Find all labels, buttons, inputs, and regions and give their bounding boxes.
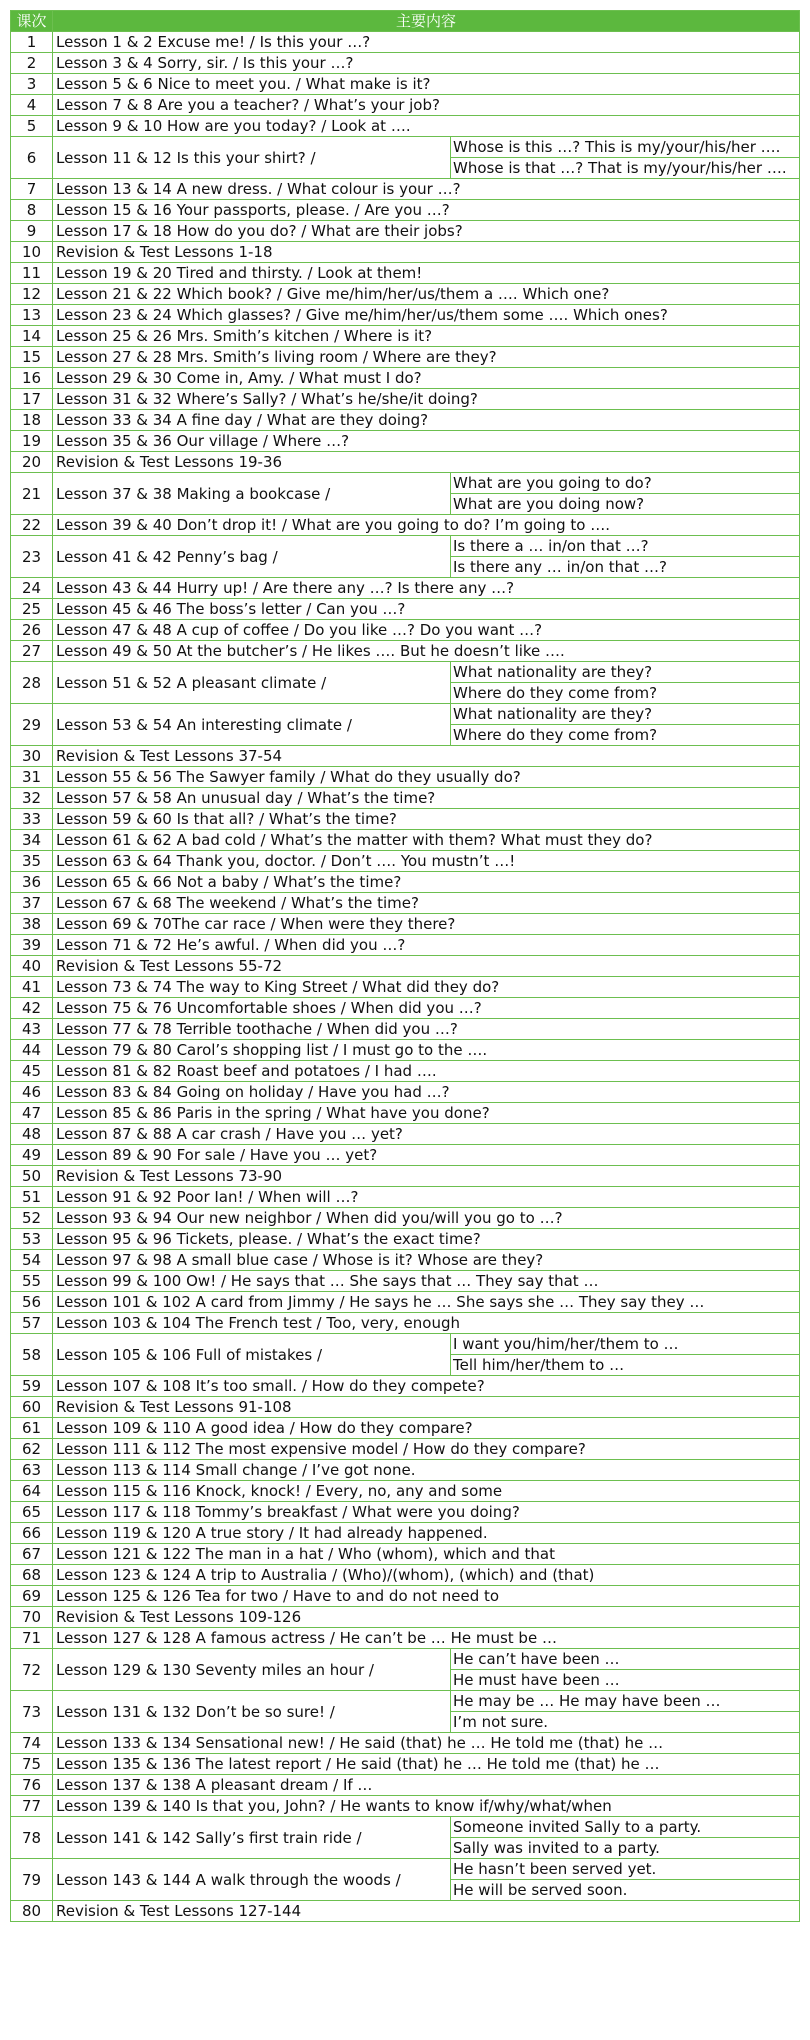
table-row — [11, 977, 800, 998]
lesson-content: Lesson 139 & 140 Is that you, John? / He wants to know if/why/what/when — [53, 1796, 800, 1817]
grammar-pattern: He will be served soon. — [451, 1880, 800, 1901]
lesson-content: Lesson 141 & 142 Sally’s first train ride / — [53, 1817, 451, 1859]
lesson-content: Lesson 107 & 108 It’s too small. / How do they compete? — [53, 1376, 800, 1397]
lesson-number: 18 — [11, 410, 53, 431]
table-row — [11, 1775, 800, 1796]
lesson-number: 1 — [11, 32, 53, 53]
table-row — [11, 221, 800, 242]
lesson-number: 19 — [11, 431, 53, 452]
table-row — [11, 914, 800, 935]
lesson-content: Lesson 119 & 120 A true story / It had already happened. — [53, 1523, 800, 1544]
lesson-number: 2 — [11, 53, 53, 74]
table-row — [11, 1859, 800, 1880]
lesson-content: Lesson 123 & 124 A trip to Australia / (Who)/(whom), (which) and (that) — [53, 1565, 800, 1586]
lesson-number: 28 — [11, 662, 53, 704]
table-row — [11, 1565, 800, 1586]
lesson-number: 20 — [11, 452, 53, 473]
lesson-number: 6 — [11, 137, 53, 179]
grammar-pattern: What are you going to do? — [451, 473, 800, 494]
lesson-content: Lesson 49 & 50 At the butcher’s / He likes …. But he doesn’t like …. — [53, 641, 800, 662]
table-row — [11, 1229, 800, 1250]
table-row — [11, 1733, 800, 1754]
table-row — [11, 242, 800, 263]
lesson-content: Lesson 23 & 24 Which glasses? / Give me/him/her/us/them some …. Which ones? — [53, 305, 800, 326]
lesson-number: 44 — [11, 1040, 53, 1061]
lesson-number: 78 — [11, 1817, 53, 1859]
lesson-content: Lesson 137 & 138 A pleasant dream / If … — [53, 1775, 800, 1796]
grammar-pattern: He must have been … — [451, 1670, 800, 1691]
lesson-content: Lesson 29 & 30 Come in, Amy. / What must I do? — [53, 368, 800, 389]
table-row — [11, 1754, 800, 1775]
lesson-content: Revision & Test Lessons 1-18 — [53, 242, 800, 263]
table-row — [11, 1649, 800, 1670]
table-row — [11, 1439, 800, 1460]
lesson-content: Lesson 105 & 106 Full of mistakes / — [53, 1334, 451, 1376]
lesson-number: 29 — [11, 704, 53, 746]
lesson-number: 16 — [11, 368, 53, 389]
table-row — [11, 1460, 800, 1481]
table-row — [11, 1691, 800, 1712]
lesson-content: Lesson 27 & 28 Mrs. Smith’s living room / Where are they? — [53, 347, 800, 368]
table-row — [11, 1250, 800, 1271]
lesson-number: 5 — [11, 116, 53, 137]
lesson-content: Lesson 15 & 16 Your passports, please. / Are you …? — [53, 200, 800, 221]
lesson-content: Lesson 11 & 12 Is this your shirt? / — [53, 137, 451, 179]
lesson-number: 70 — [11, 1607, 53, 1628]
lesson-number: 21 — [11, 473, 53, 515]
lesson-content: Lesson 35 & 36 Our village / Where …? — [53, 431, 800, 452]
lesson-content: Lesson 59 & 60 Is that all? / What’s the time? — [53, 809, 800, 830]
lesson-number: 34 — [11, 830, 53, 851]
lesson-content: Lesson 7 & 8 Are you a teacher? / What’s your job? — [53, 95, 800, 116]
lesson-number: 58 — [11, 1334, 53, 1376]
lesson-content: Lesson 37 & 38 Making a bookcase / — [53, 473, 451, 515]
table-row — [11, 1271, 800, 1292]
table-row — [11, 998, 800, 1019]
lesson-content: Lesson 81 & 82 Roast beef and potatoes / I had …. — [53, 1061, 800, 1082]
table-row — [11, 1082, 800, 1103]
table-row — [11, 473, 800, 494]
lesson-content: Lesson 43 & 44 Hurry up! / Are there any …? Is there any …? — [53, 578, 800, 599]
lesson-content: Lesson 109 & 110 A good idea / How do they compare? — [53, 1418, 800, 1439]
lesson-content: Lesson 85 & 86 Paris in the spring / What have you done? — [53, 1103, 800, 1124]
lesson-content: Lesson 69 & 70The car race / When were they there? — [53, 914, 800, 935]
lesson-content: Lesson 79 & 80 Carol’s shopping list / I must go to the …. — [53, 1040, 800, 1061]
lesson-number: 9 — [11, 221, 53, 242]
grammar-pattern: He hasn’t been served yet. — [451, 1859, 800, 1880]
table-row — [11, 767, 800, 788]
lesson-number: 14 — [11, 326, 53, 347]
grammar-pattern: He can’t have been … — [451, 1649, 800, 1670]
table-row — [11, 431, 800, 452]
table-row — [11, 1523, 800, 1544]
table-row — [11, 1019, 800, 1040]
lesson-number: 49 — [11, 1145, 53, 1166]
grammar-pattern: He may be … He may have been … — [451, 1691, 800, 1712]
lesson-content: Lesson 113 & 114 Small change / I’ve got none. — [53, 1460, 800, 1481]
lesson-number: 68 — [11, 1565, 53, 1586]
lesson-content: Lesson 55 & 56 The Sawyer family / What do they usually do? — [53, 767, 800, 788]
lesson-content: Lesson 73 & 74 The way to King Street / What did they do? — [53, 977, 800, 998]
lesson-number: 31 — [11, 767, 53, 788]
table-row — [11, 200, 800, 221]
header-lesson-number: 课次 — [11, 11, 53, 32]
lesson-number: 35 — [11, 851, 53, 872]
lesson-content: Lesson 131 & 132 Don’t be so sure! / — [53, 1691, 451, 1733]
lesson-content: Lesson 111 & 112 The most expensive model / How do they compare? — [53, 1439, 800, 1460]
lesson-number: 8 — [11, 200, 53, 221]
lesson-number: 59 — [11, 1376, 53, 1397]
lesson-number: 80 — [11, 1901, 53, 1922]
lesson-number: 53 — [11, 1229, 53, 1250]
lesson-number: 15 — [11, 347, 53, 368]
grammar-pattern: Is there any … in/on that …? — [451, 557, 800, 578]
lesson-content: Revision & Test Lessons 73-90 — [53, 1166, 800, 1187]
lesson-content: Lesson 39 & 40 Don’t drop it! / What are you going to do? I’m going to …. — [53, 515, 800, 536]
lesson-number: 7 — [11, 179, 53, 200]
table-row — [11, 872, 800, 893]
lesson-number: 51 — [11, 1187, 53, 1208]
lesson-content: Lesson 127 & 128 A famous actress / He can’t be … He must be … — [53, 1628, 800, 1649]
lesson-number: 76 — [11, 1775, 53, 1796]
lesson-number: 41 — [11, 977, 53, 998]
lesson-content: Revision & Test Lessons 127-144 — [53, 1901, 800, 1922]
table-row — [11, 641, 800, 662]
lesson-number: 25 — [11, 599, 53, 620]
lesson-number: 47 — [11, 1103, 53, 1124]
table-row — [11, 1544, 800, 1565]
table-row — [11, 368, 800, 389]
table-row — [11, 1376, 800, 1397]
table-header-row — [11, 11, 800, 32]
grammar-pattern: Where do they come from? — [451, 683, 800, 704]
lesson-content: Lesson 121 & 122 The man in a hat / Who (whom), which and that — [53, 1544, 800, 1565]
lesson-number: 23 — [11, 536, 53, 578]
lesson-number: 54 — [11, 1250, 53, 1271]
lesson-number: 33 — [11, 809, 53, 830]
lesson-number: 22 — [11, 515, 53, 536]
table-row — [11, 1103, 800, 1124]
lesson-number: 32 — [11, 788, 53, 809]
lesson-content: Revision & Test Lessons 55-72 — [53, 956, 800, 977]
lesson-number: 55 — [11, 1271, 53, 1292]
lesson-content: Lesson 57 & 58 An unusual day / What’s the time? — [53, 788, 800, 809]
lesson-content: Revision & Test Lessons 109-126 — [53, 1607, 800, 1628]
lesson-number: 3 — [11, 74, 53, 95]
lesson-content: Lesson 33 & 34 A fine day / What are they doing? — [53, 410, 800, 431]
table-row — [11, 347, 800, 368]
table-row — [11, 284, 800, 305]
lesson-number: 74 — [11, 1733, 53, 1754]
lesson-content: Lesson 17 & 18 How do you do? / What are their jobs? — [53, 221, 800, 242]
lesson-content: Lesson 13 & 14 A new dress. / What colour is your …? — [53, 179, 800, 200]
table-row — [11, 1061, 800, 1082]
table-row — [11, 956, 800, 977]
table-row — [11, 326, 800, 347]
lesson-content: Lesson 21 & 22 Which book? / Give me/him/her/us/them a …. Which one? — [53, 284, 800, 305]
grammar-pattern: Where do they come from? — [451, 725, 800, 746]
lesson-number: 10 — [11, 242, 53, 263]
table-row — [11, 1817, 800, 1838]
lesson-number: 36 — [11, 872, 53, 893]
lesson-content: Lesson 99 & 100 Ow! / He says that … She says that … They say that … — [53, 1271, 800, 1292]
lesson-content: Revision & Test Lessons 19-36 — [53, 452, 800, 473]
table-row — [11, 704, 800, 725]
header-main-content: 主要内容 — [53, 11, 800, 32]
lesson-number: 69 — [11, 1586, 53, 1607]
table-row — [11, 935, 800, 956]
lesson-number: 50 — [11, 1166, 53, 1187]
table-row — [11, 1586, 800, 1607]
table-row — [11, 1208, 800, 1229]
table-body — [11, 32, 800, 1922]
lesson-number: 71 — [11, 1628, 53, 1649]
lesson-content: Lesson 45 & 46 The boss’s letter / Can you …? — [53, 599, 800, 620]
lesson-number: 64 — [11, 1481, 53, 1502]
grammar-pattern: Tell him/her/them to … — [451, 1355, 800, 1376]
lesson-content: Lesson 25 & 26 Mrs. Smith’s kitchen / Where is it? — [53, 326, 800, 347]
lesson-content: Lesson 19 & 20 Tired and thirsty. / Look at them! — [53, 263, 800, 284]
lesson-number: 67 — [11, 1544, 53, 1565]
lesson-content: Lesson 97 & 98 A small blue case / Whose is it? Whose are they? — [53, 1250, 800, 1271]
lesson-content: Lesson 71 & 72 He’s awful. / When did you …? — [53, 935, 800, 956]
grammar-pattern: Sally was invited to a party. — [451, 1838, 800, 1859]
lesson-number: 11 — [11, 263, 53, 284]
table-row — [11, 263, 800, 284]
table-row — [11, 95, 800, 116]
lesson-content: Lesson 1 & 2 Excuse me! / Is this your …? — [53, 32, 800, 53]
grammar-pattern: Someone invited Sally to a party. — [451, 1817, 800, 1838]
lesson-number: 73 — [11, 1691, 53, 1733]
grammar-pattern: What nationality are they? — [451, 704, 800, 725]
lesson-content: Lesson 101 & 102 A card from Jimmy / He says he … She says she … They say they … — [53, 1292, 800, 1313]
lesson-content: Revision & Test Lessons 91-108 — [53, 1397, 800, 1418]
table-row — [11, 1901, 800, 1922]
lesson-number: 12 — [11, 284, 53, 305]
lesson-content: Lesson 95 & 96 Tickets, please. / What’s the exact time? — [53, 1229, 800, 1250]
lesson-number: 65 — [11, 1502, 53, 1523]
table-row — [11, 410, 800, 431]
table-row — [11, 137, 800, 158]
lesson-number: 63 — [11, 1460, 53, 1481]
table-row — [11, 74, 800, 95]
lesson-number: 56 — [11, 1292, 53, 1313]
lesson-number: 4 — [11, 95, 53, 116]
table-row — [11, 1292, 800, 1313]
lesson-content: Lesson 129 & 130 Seventy miles an hour / — [53, 1649, 451, 1691]
table-row — [11, 1145, 800, 1166]
table-row — [11, 1607, 800, 1628]
table-row — [11, 578, 800, 599]
lesson-number: 45 — [11, 1061, 53, 1082]
table-row — [11, 662, 800, 683]
lesson-number: 52 — [11, 1208, 53, 1229]
lesson-content: Lesson 3 & 4 Sorry, sir. / Is this your …? — [53, 53, 800, 74]
lesson-content: Lesson 133 & 134 Sensational new! / He said (that) he … He told me (that) he … — [53, 1733, 800, 1754]
lesson-number: 60 — [11, 1397, 53, 1418]
lesson-content: Lesson 87 & 88 A car crash / Have you … yet? — [53, 1124, 800, 1145]
grammar-pattern: What are you doing now? — [451, 494, 800, 515]
lesson-content: Lesson 83 & 84 Going on holiday / Have you had …? — [53, 1082, 800, 1103]
table-row — [11, 1040, 800, 1061]
lesson-content: Lesson 115 & 116 Knock, knock! / Every, no, any and some — [53, 1481, 800, 1502]
lesson-content: Lesson 135 & 136 The latest report / He said (that) he … He told me (that) he … — [53, 1754, 800, 1775]
table-row — [11, 809, 800, 830]
lesson-number: 62 — [11, 1439, 53, 1460]
lesson-number: 42 — [11, 998, 53, 1019]
lesson-content: Lesson 51 & 52 A pleasant climate / — [53, 662, 451, 704]
lesson-content: Lesson 41 & 42 Penny’s bag / — [53, 536, 451, 578]
lesson-content: Revision & Test Lessons 37-54 — [53, 746, 800, 767]
lesson-content: Lesson 89 & 90 For sale / Have you … yet? — [53, 1145, 800, 1166]
lesson-number: 48 — [11, 1124, 53, 1145]
lesson-number: 30 — [11, 746, 53, 767]
lesson-number: 57 — [11, 1313, 53, 1334]
lesson-number: 43 — [11, 1019, 53, 1040]
table-row — [11, 32, 800, 53]
table-row — [11, 1502, 800, 1523]
grammar-pattern: I’m not sure. — [451, 1712, 800, 1733]
lesson-number: 24 — [11, 578, 53, 599]
lesson-number: 39 — [11, 935, 53, 956]
lesson-number: 79 — [11, 1859, 53, 1901]
grammar-pattern: Whose is this …? This is my/your/his/her …. — [451, 137, 800, 158]
grammar-pattern: What nationality are they? — [451, 662, 800, 683]
table-row — [11, 1397, 800, 1418]
lesson-content: Lesson 67 & 68 The weekend / What’s the time? — [53, 893, 800, 914]
table-row — [11, 1313, 800, 1334]
table-row — [11, 1166, 800, 1187]
lesson-number: 40 — [11, 956, 53, 977]
table-row — [11, 53, 800, 74]
lesson-content: Lesson 53 & 54 An interesting climate / — [53, 704, 451, 746]
lesson-number: 66 — [11, 1523, 53, 1544]
lesson-number: 17 — [11, 389, 53, 410]
lesson-content: Lesson 5 & 6 Nice to meet you. / What make is it? — [53, 74, 800, 95]
lesson-content: Lesson 63 & 64 Thank you, doctor. / Don’t …. You mustn’t …! — [53, 851, 800, 872]
lesson-content: Lesson 143 & 144 A walk through the woods / — [53, 1859, 451, 1901]
lesson-content: Lesson 91 & 92 Poor Ian! / When will …? — [53, 1187, 800, 1208]
lesson-number: 72 — [11, 1649, 53, 1691]
table-row — [11, 851, 800, 872]
table-row — [11, 1628, 800, 1649]
table-row — [11, 620, 800, 641]
table-row — [11, 893, 800, 914]
lesson-content: Lesson 75 & 76 Uncomfortable shoes / When did you …? — [53, 998, 800, 1019]
table-row — [11, 389, 800, 410]
table-row — [11, 1481, 800, 1502]
lesson-number: 13 — [11, 305, 53, 326]
lesson-content: Lesson 65 & 66 Not a baby / What’s the time? — [53, 872, 800, 893]
lesson-number: 26 — [11, 620, 53, 641]
table-row — [11, 116, 800, 137]
table-row — [11, 1796, 800, 1817]
lesson-content: Lesson 125 & 126 Tea for two / Have to and do not need to — [53, 1586, 800, 1607]
table-row — [11, 599, 800, 620]
table-row — [11, 1124, 800, 1145]
lesson-content: Lesson 77 & 78 Terrible toothache / When did you …? — [53, 1019, 800, 1040]
lesson-content: Lesson 61 & 62 A bad cold / What’s the matter with them? What must they do? — [53, 830, 800, 851]
table-row — [11, 746, 800, 767]
table-row — [11, 515, 800, 536]
lesson-table — [10, 10, 800, 1922]
lesson-number: 61 — [11, 1418, 53, 1439]
lesson-number: 27 — [11, 641, 53, 662]
lesson-content: Lesson 47 & 48 A cup of coffee / Do you like …? Do you want …? — [53, 620, 800, 641]
lesson-number: 38 — [11, 914, 53, 935]
grammar-pattern: Whose is that …? That is my/your/his/her …. — [451, 158, 800, 179]
table-row — [11, 1418, 800, 1439]
table-row — [11, 1187, 800, 1208]
grammar-pattern: Is there a … in/on that …? — [451, 536, 800, 557]
table-row — [11, 179, 800, 200]
grammar-pattern: I want you/him/her/them to … — [451, 1334, 800, 1355]
lesson-number: 46 — [11, 1082, 53, 1103]
lesson-content: Lesson 117 & 118 Tommy’s breakfast / What were you doing? — [53, 1502, 800, 1523]
table-row — [11, 830, 800, 851]
lesson-number: 75 — [11, 1754, 53, 1775]
lesson-number: 77 — [11, 1796, 53, 1817]
lesson-content: Lesson 9 & 10 How are you today? / Look at …. — [53, 116, 800, 137]
lesson-content: Lesson 93 & 94 Our new neighbor / When did you/will you go to …? — [53, 1208, 800, 1229]
lesson-content: Lesson 31 & 32 Where’s Sally? / What’s he/she/it doing? — [53, 389, 800, 410]
lesson-number: 37 — [11, 893, 53, 914]
table-row — [11, 452, 800, 473]
table-row — [11, 536, 800, 557]
table-row — [11, 305, 800, 326]
table-row — [11, 1334, 800, 1355]
lesson-content: Lesson 103 & 104 The French test / Too, very, enough — [53, 1313, 800, 1334]
table-row — [11, 788, 800, 809]
